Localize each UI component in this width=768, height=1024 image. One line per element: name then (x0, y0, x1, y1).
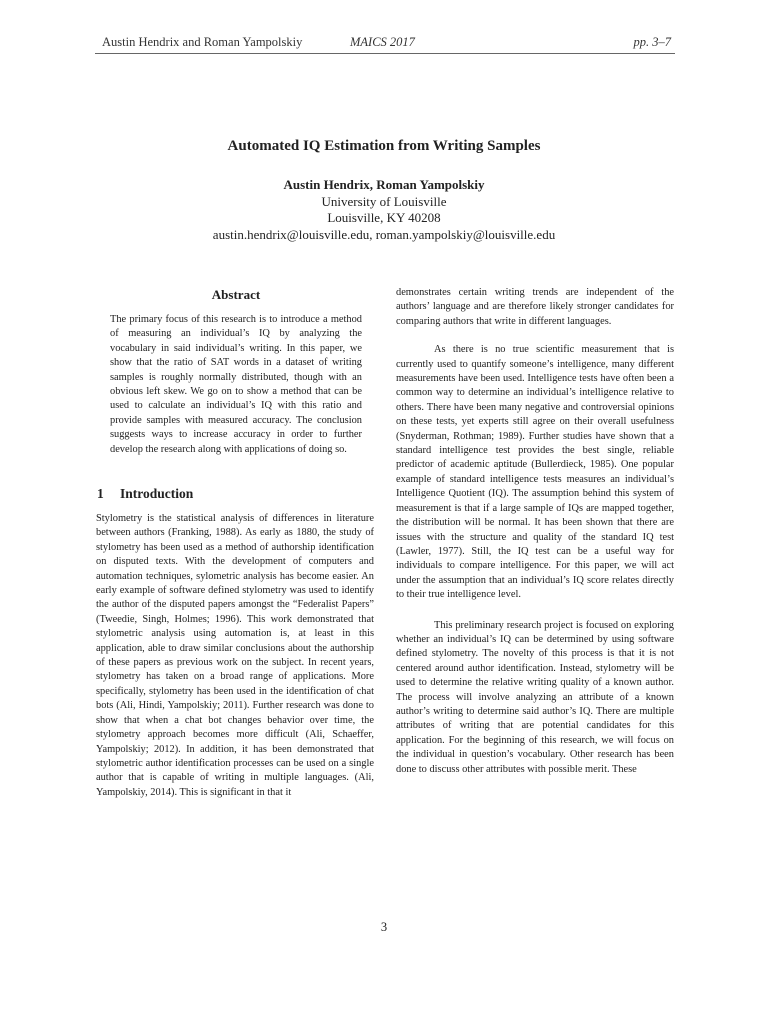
paper-title: Automated IQ Estimation from Writing Samples (227, 138, 541, 154)
running-header-authors: Austin Hendrix and Roman Yampolskiy (102, 35, 303, 49)
author-address: Louisville, KY 40208 (327, 210, 441, 225)
left-column (96, 512, 374, 800)
paragraph-gap (396, 603, 674, 619)
author-block (0, 177, 768, 243)
section-title: Introduction (120, 486, 194, 501)
intro-paragraph-2: As there is no true scientific measurement that is currently used to quantify someone’s intelligence, many different measurements have been used. Intelligence tests have often been a common way to determine an individual’s intelligence relative to others. There have been many negative and controversial opinions on these tests, yet experts still agree on their overall usefulness (Snyderman, Rothman; 1989). Further studies have shown that a standard intelligence test provides the best single, reliable predictor of academic aptitude (Bullerdieck, 1985). One popular example of standard intelligence tests measures an individual’s Intelligence Quotient (IQ). The assumption behind this system of measurement is that if a large sample of IQs are mapped together, the distribution will be normal. It has been shown that there are issues with the structure and quality of the standard IQ test (Lawler, 1977). Still, the IQ test can be a useful way for individuals to compare intelligence. For this paper, we will act under the assumption that an individual’s IQ score relates directly to their true intelligence level. (396, 344, 674, 601)
running-header-pages: pp. 3–7 (633, 35, 671, 49)
author-names: Austin Hendrix, Roman Yampolskiy (283, 177, 485, 192)
author-emails: austin.hendrix@louisville.edu, roman.yampolskiy@louisville.edu (212, 226, 556, 242)
right-column (396, 286, 674, 777)
page-number: 3 (380, 920, 388, 934)
intro-paragraph-1-continued: demonstrates certain writing trends are independent of the authors’ language and are therefore likely stronger candidates for comparing authors that write in different languages. (396, 287, 674, 327)
section-heading (97, 486, 193, 502)
abstract-text: The primary focus of this research is to introduce a method of measuring an individual’s IQ by analyzing the vocabulary in said individual’s writing. In this paper, we show that the ratio of SAT words in a dataset of writing samples is roughly normally distributed, though with an obvious left skew. We go on to show a method that can be used to calculate an individual’s IQ with this ratio and provide samples with measured accuracy. The conclusion suggests ways to increase accuracy in order to further develop the research along with applications of doing so. (110, 314, 362, 455)
intro-paragraph-1: Stylometry is the statistical analysis of differences in literature between authors (Franking, 1988). As early as 1880, the study of stylometry has been used as a method of authorship identification on disputed texts. With the development of computers and automation techniques, sylometric analysis has become easier. An early example of software defined stylometry was used to identify the author of the disputed papers amongst the “Federalist Papers” (Tweedie, Singh, Holmes; 1996). This work demonstrated that stylometric analysis using automation is, at least in this application, able to draw similar conclusions about the authorship of these papers as previous work on the subject. In recent years, stylometry has taken on a broad range of applications. More specifically, stylometry has been used in the identification of chat bots (Ali, Hindi, Yampolskiy; 2011). Further research was done to show that when a chat bot changes behavior over time, the stylometry approach becomes more difficult (Ali, Schaeffer, Yampolskiy; 2012). In addition, it has been demonstrated that stylometric author identification processes can be used on a single author that is capable of writing in multiple languages. (Ali, Yampolskiy, 2014). This is significant in that it (96, 513, 374, 798)
abstract-heading: Abstract (211, 287, 261, 302)
header-rule (95, 53, 675, 54)
intro-paragraph-3: This preliminary research project is focused on exploring whether an individual’s IQ can be determined by using software defined stylometry. The novelty of this process is that it is not centered around author identification. Instead, stylometry will be used to determine the relative writing quality of a known author. The process will involve analyzing an attribute of a known author’s writing to determine said author’s IQ. There are multiple attributes of writing that are potential candidates for this application. For the beginning of this research, we will focus on the individual in question’s vocabulary. Other research has been done to discuss other attributes with possible merit. These (396, 619, 674, 775)
section-number: 1 (97, 486, 104, 501)
paragraph-gap (396, 329, 674, 343)
author-affiliation: University of Louisville (321, 193, 447, 209)
running-header-venue: MAICS 2017 (350, 35, 415, 49)
